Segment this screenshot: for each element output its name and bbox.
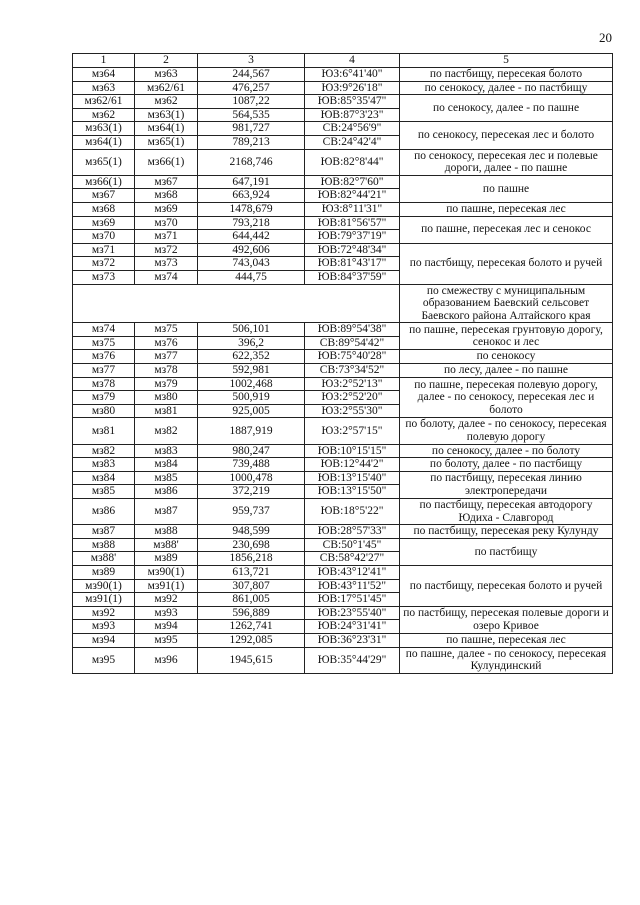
bearing-cell: ЮВ:13°15'50" (305, 485, 400, 499)
description-cell: по пашне (400, 175, 613, 202)
description-cell: по пастбищу, пересекая болото (400, 68, 613, 82)
description-cell: по пастбищу, пересекая линию электропередачи (400, 471, 613, 498)
length-cell: 789,213 (198, 135, 305, 149)
to-point-cell: мз67 (135, 175, 198, 189)
length-cell: 948,599 (198, 525, 305, 539)
bearing-cell: ЮВ:24°31'41" (305, 620, 400, 634)
bearing-cell: СВ:24°42'4" (305, 135, 400, 149)
bearing-cell: ЮВ:81°56'57" (305, 216, 400, 230)
to-point-cell: мз93 (135, 606, 198, 620)
length-cell: 230,698 (198, 538, 305, 552)
length-cell: 1887,919 (198, 418, 305, 444)
from-point-cell: мз84 (73, 471, 135, 485)
length-cell: 1262,741 (198, 620, 305, 634)
to-point-cell: мз84 (135, 458, 198, 472)
to-point-cell: мз90(1) (135, 565, 198, 579)
bearing-cell: ЮЗ:9°26'18" (305, 81, 400, 95)
table-row (73, 149, 613, 175)
description-cell: по сенокосу (400, 350, 613, 364)
bearing-cell: ЮВ:82°8'44" (305, 149, 400, 175)
length-cell: 564,535 (198, 108, 305, 122)
bearing-cell: ЮВ:85°35'47" (305, 95, 400, 109)
to-point-cell: мз66(1) (135, 149, 198, 175)
header-cell: 3 (198, 54, 305, 68)
to-point-cell: мз63(1) (135, 108, 198, 122)
from-point-cell: мз94 (73, 633, 135, 647)
to-point-cell: мз88 (135, 525, 198, 539)
to-point-cell: мз92 (135, 593, 198, 607)
description-cell: по пастбищу, пересекая болото и ручей (400, 565, 613, 606)
to-point-cell: мз75 (135, 323, 198, 337)
bearing-cell: ЮВ:82°44'21" (305, 189, 400, 203)
length-cell: 981,727 (198, 122, 305, 136)
description-cell: по сенокосу, далее - по пастбищу (400, 81, 613, 95)
description-cell: по пастбищу, пересекая реку Кулунду (400, 525, 613, 539)
from-point-cell: мз65(1) (73, 149, 135, 175)
from-point-cell: мз63 (73, 81, 135, 95)
length-cell: 1945,615 (198, 647, 305, 673)
to-point-cell: мз89 (135, 552, 198, 566)
description-cell: по лесу, далее - по пашне (400, 364, 613, 378)
bearing-cell: ЮВ:84°37'59" (305, 270, 400, 284)
from-point-cell: мз82 (73, 444, 135, 458)
to-point-cell: мз86 (135, 485, 198, 499)
description-cell: по пастбищу, пересекая полевые дороги и озеро Кривое (400, 606, 613, 633)
from-point-cell: мз95 (73, 647, 135, 673)
from-point-cell: мз74 (73, 323, 135, 337)
length-cell: 739,488 (198, 458, 305, 472)
bearing-cell: ЮВ:23°55'40" (305, 606, 400, 620)
length-cell: 793,218 (198, 216, 305, 230)
bearing-cell: ЮВ:43°11'52" (305, 579, 400, 593)
table-row (73, 418, 613, 444)
from-point-cell: мз72 (73, 257, 135, 271)
bearing-cell: ЮВ:36°23'31" (305, 633, 400, 647)
table-row (73, 364, 613, 378)
from-point-cell: мз80 (73, 404, 135, 418)
from-point-cell: мз88' (73, 552, 135, 566)
to-point-cell: мз69 (135, 202, 198, 216)
to-point-cell: мз82 (135, 418, 198, 444)
bearing-cell: ЮВ:43°12'41" (305, 565, 400, 579)
description-cell: по пашне, далее - по сенокосу, пересекая Кулундинский (400, 647, 613, 673)
description-cell: по болоту, далее - по пастбищу (400, 458, 613, 472)
to-point-cell: мз80 (135, 391, 198, 405)
table-row (73, 633, 613, 647)
to-point-cell: мз68 (135, 189, 198, 203)
to-point-cell: мз70 (135, 216, 198, 230)
boundary-table (72, 53, 613, 674)
table-row (73, 350, 613, 364)
bearing-cell: ЮВ:10°15'15" (305, 444, 400, 458)
description-cell: по пашне, пересекая лес (400, 202, 613, 216)
length-cell: 663,924 (198, 189, 305, 203)
length-cell: 592,981 (198, 364, 305, 378)
length-cell: 500,919 (198, 391, 305, 405)
description-cell: по пастбищу (400, 538, 613, 565)
from-point-cell: мз91(1) (73, 593, 135, 607)
length-cell: 1478,679 (198, 202, 305, 216)
description-cell: по сенокосу, пересекая лес и болото (400, 122, 613, 149)
bearing-cell: ЮВ:17°51'45" (305, 593, 400, 607)
bearing-cell: ЮВ:12°44'2" (305, 458, 400, 472)
from-point-cell: мз70 (73, 230, 135, 244)
to-point-cell: мз91(1) (135, 579, 198, 593)
from-point-cell: мз81 (73, 418, 135, 444)
to-point-cell: мз83 (135, 444, 198, 458)
from-point-cell: мз71 (73, 243, 135, 257)
description-cell: по пашне, пересекая лес (400, 633, 613, 647)
length-cell: 743,043 (198, 257, 305, 271)
table-row (73, 525, 613, 539)
to-point-cell: мз78 (135, 364, 198, 378)
bearing-cell: ЮВ:18°5'22" (305, 499, 400, 525)
table-row (73, 471, 613, 485)
bearing-cell: ЮВ:81°43'17" (305, 257, 400, 271)
description-cell: по пашне, пересекая лес и сенокос (400, 216, 613, 243)
description-cell: по сенокосу, далее - по пашне (400, 95, 613, 122)
length-cell: 1292,085 (198, 633, 305, 647)
table-row (73, 499, 613, 525)
table-row (73, 606, 613, 620)
table-row (73, 243, 613, 257)
from-point-cell: мз68 (73, 202, 135, 216)
description-cell: по сенокосу, далее - по болоту (400, 444, 613, 458)
length-cell: 307,807 (198, 579, 305, 593)
length-cell: 622,352 (198, 350, 305, 364)
to-point-cell: мз73 (135, 257, 198, 271)
table-row (73, 538, 613, 552)
bearing-cell: ЮВ:13°15'40" (305, 471, 400, 485)
to-point-cell: мз76 (135, 336, 198, 350)
bearing-cell: ЮВ:75°40'28" (305, 350, 400, 364)
bearing-cell: ЮЗ:2°52'20" (305, 391, 400, 405)
to-point-cell: мз87 (135, 499, 198, 525)
length-cell: 1856,218 (198, 552, 305, 566)
to-point-cell: мз72 (135, 243, 198, 257)
from-point-cell: мз76 (73, 350, 135, 364)
from-point-cell: мз64(1) (73, 135, 135, 149)
length-cell: 492,606 (198, 243, 305, 257)
length-cell: 372,219 (198, 485, 305, 499)
bearing-cell: СВ:50°1'45" (305, 538, 400, 552)
header-cell: 5 (400, 54, 613, 68)
table-row (73, 444, 613, 458)
table-row (73, 323, 613, 337)
table-row (73, 81, 613, 95)
description-cell: по пастбищу, пересекая автодорогу Юдиха - Славгород (400, 499, 613, 525)
from-point-cell: мз67 (73, 189, 135, 203)
from-point-cell: мз73 (73, 270, 135, 284)
table-row (73, 647, 613, 673)
bearing-cell: ЮВ:89°54'38" (305, 323, 400, 337)
bearing-cell: ЮВ:87°3'23" (305, 108, 400, 122)
from-point-cell: мз78 (73, 377, 135, 391)
from-point-cell: мз93 (73, 620, 135, 634)
description-cell: по болоту, далее - по сенокосу, пересекая полевую дорогу (400, 418, 613, 444)
description-cell: по пашне, пересекая полевую дорогу, далее - по сенокосу, пересекая лес и болото (400, 377, 613, 418)
length-cell: 644,442 (198, 230, 305, 244)
bearing-cell: ЮВ:72°48'34" (305, 243, 400, 257)
from-point-cell: мз83 (73, 458, 135, 472)
to-point-cell: мз79 (135, 377, 198, 391)
table-row (73, 68, 613, 82)
bearing-cell: ЮЗ:2°55'30" (305, 404, 400, 418)
to-point-cell: мз94 (135, 620, 198, 634)
table-row (73, 565, 613, 579)
length-cell: 647,191 (198, 175, 305, 189)
length-cell: 861,005 (198, 593, 305, 607)
to-point-cell: мз81 (135, 404, 198, 418)
from-point-cell: мз79 (73, 391, 135, 405)
length-cell: 244,567 (198, 68, 305, 82)
bearing-cell: ЮЗ:2°52'13" (305, 377, 400, 391)
length-cell: 444,75 (198, 270, 305, 284)
from-point-cell: мз87 (73, 525, 135, 539)
to-point-cell: мз65(1) (135, 135, 198, 149)
table-row (73, 284, 613, 323)
to-point-cell: мз74 (135, 270, 198, 284)
from-point-cell: мз62/61 (73, 95, 135, 109)
blank-cell (73, 284, 400, 323)
to-point-cell: мз95 (135, 633, 198, 647)
bearing-cell: СВ:89°54'42" (305, 336, 400, 350)
to-point-cell: мз62/61 (135, 81, 198, 95)
description-cell: по пашне, пересекая грунтовую дорогу, сенокос и лес (400, 323, 613, 350)
length-cell: 1000,478 (198, 471, 305, 485)
length-cell: 2168,746 (198, 149, 305, 175)
length-cell: 1087,22 (198, 95, 305, 109)
to-point-cell: мз64(1) (135, 122, 198, 136)
bearing-cell: СВ:73°34'52" (305, 364, 400, 378)
from-point-cell: мз92 (73, 606, 135, 620)
table-row (73, 216, 613, 230)
header-cell: 2 (135, 54, 198, 68)
from-point-cell: мз89 (73, 565, 135, 579)
from-point-cell: мз62 (73, 108, 135, 122)
table-row (73, 95, 613, 109)
length-cell: 1002,468 (198, 377, 305, 391)
length-cell: 506,101 (198, 323, 305, 337)
table-row (73, 175, 613, 189)
header-cell: 1 (73, 54, 135, 68)
bearing-cell: ЮВ:28°57'33" (305, 525, 400, 539)
from-point-cell: мз77 (73, 364, 135, 378)
table-body (73, 68, 613, 674)
bearing-cell: ЮЗ:2°57'15" (305, 418, 400, 444)
length-cell: 925,005 (198, 404, 305, 418)
from-point-cell: мз90(1) (73, 579, 135, 593)
from-point-cell: мз88 (73, 538, 135, 552)
from-point-cell: мз64 (73, 68, 135, 82)
table-row (73, 377, 613, 391)
table-row (73, 458, 613, 472)
to-point-cell: мз88' (135, 538, 198, 552)
length-cell: 476,257 (198, 81, 305, 95)
from-point-cell: мз75 (73, 336, 135, 350)
description-cell: по пастбищу, пересекая болото и ручей (400, 243, 613, 284)
length-cell: 980,247 (198, 444, 305, 458)
header-row (73, 54, 613, 68)
table-row (73, 122, 613, 136)
to-point-cell: мз96 (135, 647, 198, 673)
to-point-cell: мз85 (135, 471, 198, 485)
from-point-cell: мз63(1) (73, 122, 135, 136)
length-cell: 613,721 (198, 565, 305, 579)
bearing-cell: ЮВ:79°37'19" (305, 230, 400, 244)
header-cell: 4 (305, 54, 400, 68)
length-cell: 596,889 (198, 606, 305, 620)
from-point-cell: мз66(1) (73, 175, 135, 189)
length-cell: 959,737 (198, 499, 305, 525)
to-point-cell: мз62 (135, 95, 198, 109)
bearing-cell: СВ:24°56'9" (305, 122, 400, 136)
table-row (73, 202, 613, 216)
bearing-cell: ЮВ:82°7'60" (305, 175, 400, 189)
length-cell: 396,2 (198, 336, 305, 350)
bearing-cell: ЮВ:35°44'29" (305, 647, 400, 673)
description-cell: по смежеству с муниципальным образованием Баевский сельсовет Баевского района Алтайского края (400, 284, 613, 323)
bearing-cell: ЮЗ:8°11'31" (305, 202, 400, 216)
bearing-cell: СВ:58°42'27" (305, 552, 400, 566)
from-point-cell: мз69 (73, 216, 135, 230)
page-number: 20 (599, 30, 612, 45)
from-point-cell: мз85 (73, 485, 135, 499)
description-cell: по сенокосу, пересекая лес и полевые дороги, далее - по пашне (400, 149, 613, 175)
from-point-cell: мз86 (73, 499, 135, 525)
to-point-cell: мз63 (135, 68, 198, 82)
bearing-cell: ЮЗ:6°41'40" (305, 68, 400, 82)
to-point-cell: мз71 (135, 230, 198, 244)
to-point-cell: мз77 (135, 350, 198, 364)
